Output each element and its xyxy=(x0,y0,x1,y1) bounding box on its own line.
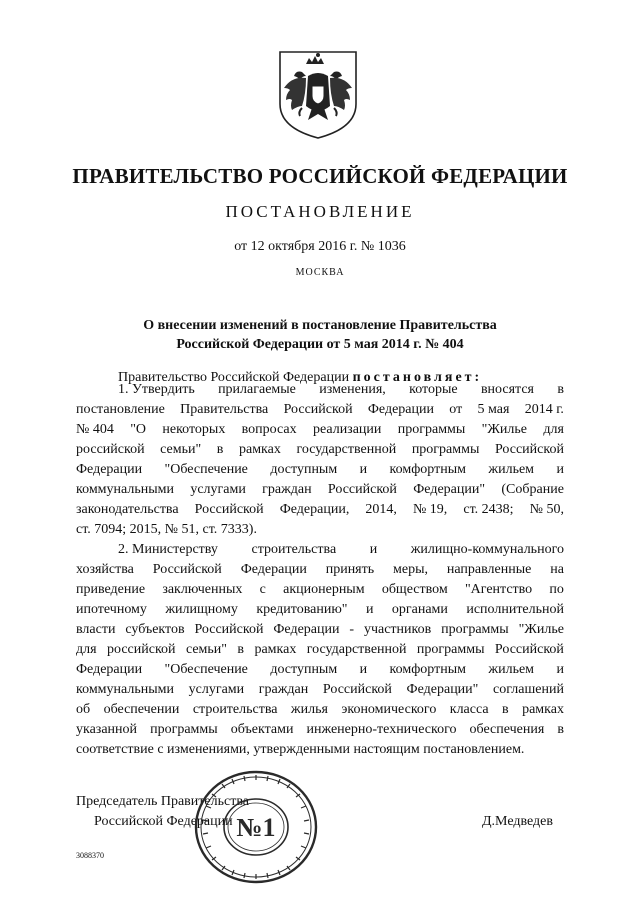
word: направленные xyxy=(446,562,532,577)
subject-line: О внесении изменений в постановление Правительства xyxy=(143,318,497,333)
word: программы xyxy=(411,442,480,457)
word: 2014 г. xyxy=(524,402,564,417)
word: рамках xyxy=(238,442,281,457)
paragraph-line xyxy=(76,560,564,580)
word: и xyxy=(556,462,564,477)
word: и xyxy=(359,462,368,477)
word: коммунальными xyxy=(76,682,174,697)
preamble-decree-word: постановляет: xyxy=(352,370,483,385)
signatory-name: Д.Медведев xyxy=(482,814,553,829)
word: (Собрание xyxy=(501,482,564,497)
word: "Обеспечение xyxy=(164,462,248,477)
word: от xyxy=(449,402,463,417)
paragraph-line xyxy=(76,680,564,700)
word: с xyxy=(259,582,266,597)
word: приведение xyxy=(76,582,146,597)
word: рамках xyxy=(254,642,297,657)
word: Федерации" xyxy=(406,682,479,697)
word: Федерации xyxy=(273,622,340,637)
word: Федерации xyxy=(76,462,143,477)
paragraph-1-last-line: ст. 7094; 2015, № 51, ст. 7333). xyxy=(76,522,257,537)
word: по xyxy=(549,582,564,597)
word: Российской xyxy=(283,402,353,417)
word: граждан xyxy=(258,682,309,697)
word: принять xyxy=(325,562,375,577)
word: прилагаемые xyxy=(218,382,296,397)
word: семьи" xyxy=(160,442,202,457)
paragraph-line xyxy=(76,400,564,420)
stamp-number: №1 xyxy=(236,813,276,842)
paragraph-line xyxy=(76,700,564,720)
word: акционерным xyxy=(283,582,365,597)
word: в xyxy=(557,722,564,737)
word: рамках xyxy=(522,702,564,717)
word: Российской xyxy=(322,682,392,697)
word: объектами xyxy=(230,722,294,737)
word: российской xyxy=(106,642,176,657)
word: доступным xyxy=(270,462,338,477)
paragraph-line xyxy=(118,540,564,560)
word: "Жилье xyxy=(518,622,564,637)
word: для xyxy=(76,642,97,657)
word: инженерно-технического xyxy=(306,722,457,737)
word: в xyxy=(237,642,245,657)
word: Федерации xyxy=(240,562,307,577)
word: Российской xyxy=(494,642,564,657)
subject-line: Российской Федерации от 5 мая 2014 г. № 404 xyxy=(176,337,464,352)
word: 5 мая xyxy=(477,402,510,417)
word: доступным xyxy=(270,662,338,677)
government-title: ПРАВИТЕЛЬСТВО РОССИЙСКОЙ ФЕДЕРАЦИИ xyxy=(72,164,568,188)
word: строительства xyxy=(192,702,278,717)
word: в xyxy=(216,442,224,457)
paragraph-line xyxy=(76,480,564,500)
word: жилищно-коммунального xyxy=(410,542,564,557)
word: граждан xyxy=(262,482,312,497)
word: 2. Министерству xyxy=(118,542,218,557)
word: семьи" xyxy=(185,642,227,657)
word: субъектов xyxy=(125,622,185,637)
word: заключенных xyxy=(162,582,243,597)
word: вносятся xyxy=(480,382,534,397)
paragraph-line xyxy=(76,720,564,740)
word: об xyxy=(76,702,91,717)
word: ипотечному xyxy=(76,602,147,617)
word: законодательства xyxy=(76,502,179,517)
word: Российской xyxy=(194,502,264,517)
word: исполнительной xyxy=(466,602,564,617)
word: программы xyxy=(441,622,509,637)
word: - xyxy=(349,622,355,637)
word: программы xyxy=(150,722,218,737)
registration-number: 3088370 xyxy=(76,851,104,860)
word: на xyxy=(550,562,564,577)
word: обеспечения xyxy=(469,722,545,737)
word: Федерации xyxy=(367,402,434,417)
word: и xyxy=(369,542,378,557)
word: Российской xyxy=(152,562,222,577)
word: указанной xyxy=(76,722,138,737)
document-type: ПОСТАНОВЛЕНИЕ xyxy=(225,202,415,221)
word: государственной xyxy=(296,442,397,457)
word: участников xyxy=(363,622,432,637)
word: Российской xyxy=(194,622,264,637)
word: Российской xyxy=(327,482,397,497)
paragraph-line xyxy=(76,660,564,680)
word: в xyxy=(557,382,564,397)
signatory-position-line-2: Российской Федерации xyxy=(94,814,233,829)
word: программы xyxy=(416,642,485,657)
word: "Жилье xyxy=(481,422,528,437)
word: для xyxy=(543,422,564,437)
word: и xyxy=(556,662,564,677)
word: некоторых xyxy=(162,422,226,437)
word: № 50, xyxy=(529,502,564,517)
word: Правительства xyxy=(180,402,269,417)
signatory-position-line-1: Председатель Правительства xyxy=(76,794,249,809)
word: строительства xyxy=(251,542,337,557)
word: реализации xyxy=(312,422,382,437)
word: услугами xyxy=(188,682,245,697)
paragraph-2-last-line: соответствие с изменениями, утвержденными настоящим постановлением. xyxy=(76,742,525,757)
word: Федерации" xyxy=(413,482,486,497)
word: "Обеспечение xyxy=(164,662,248,677)
word: коммунальными xyxy=(76,482,174,497)
word: экономического xyxy=(341,702,437,717)
preamble-text: Правительство Российской Федерации xyxy=(118,370,353,385)
word: "О xyxy=(130,422,147,437)
word: Федерации, xyxy=(279,502,350,517)
word: государственной xyxy=(306,642,407,657)
word: власти xyxy=(76,622,116,637)
paragraph-line xyxy=(76,620,564,640)
word: изменения, xyxy=(319,382,386,397)
word: соглашений xyxy=(493,682,564,697)
word: жильем xyxy=(488,462,535,477)
word: 2014, xyxy=(365,502,397,517)
document-date-number: от 12 октября 2016 г. № 1036 xyxy=(234,239,406,254)
official-seal-stamp xyxy=(192,768,320,886)
paragraph-line xyxy=(76,600,564,620)
word: Федерации xyxy=(76,662,143,677)
word: 1. Утвердить xyxy=(118,382,195,397)
word: органами xyxy=(391,602,448,617)
word: № 19, xyxy=(412,502,448,517)
word: которые xyxy=(409,382,458,397)
word: жильем xyxy=(488,662,535,677)
word: вопросах xyxy=(241,422,297,437)
word: комфортным xyxy=(389,662,466,677)
word: услугами xyxy=(190,482,246,497)
paragraph-line xyxy=(76,460,564,480)
word: обеспечении xyxy=(103,702,180,717)
paragraph-line xyxy=(76,440,564,460)
word: и xyxy=(365,602,374,617)
word: жилья xyxy=(290,702,328,717)
paragraph-line xyxy=(76,580,564,600)
word: в xyxy=(502,702,509,717)
document-subject xyxy=(0,316,640,354)
word: постановление xyxy=(76,402,165,417)
paragraph-line xyxy=(76,640,564,660)
word: жилищному xyxy=(165,602,238,617)
document-city: МОСКВА xyxy=(295,267,345,278)
paragraph-line xyxy=(76,500,564,520)
word: Российской xyxy=(494,442,564,457)
coat-of-arms-emblem xyxy=(272,46,364,142)
word: кредитованию" xyxy=(256,602,348,617)
word: "Агентство xyxy=(464,582,533,597)
word: ст. 2438; xyxy=(463,502,514,517)
word: обществом xyxy=(381,582,448,597)
word: класса xyxy=(449,702,489,717)
paragraph-line xyxy=(76,420,564,440)
word: меры, xyxy=(393,562,428,577)
word: программы xyxy=(397,422,466,437)
word: российской xyxy=(76,442,145,457)
word: и xyxy=(359,662,368,677)
word: хозяйства xyxy=(76,562,134,577)
word: комфортным xyxy=(389,462,466,477)
paragraph-line xyxy=(118,380,564,400)
word: № 404 xyxy=(76,422,114,437)
